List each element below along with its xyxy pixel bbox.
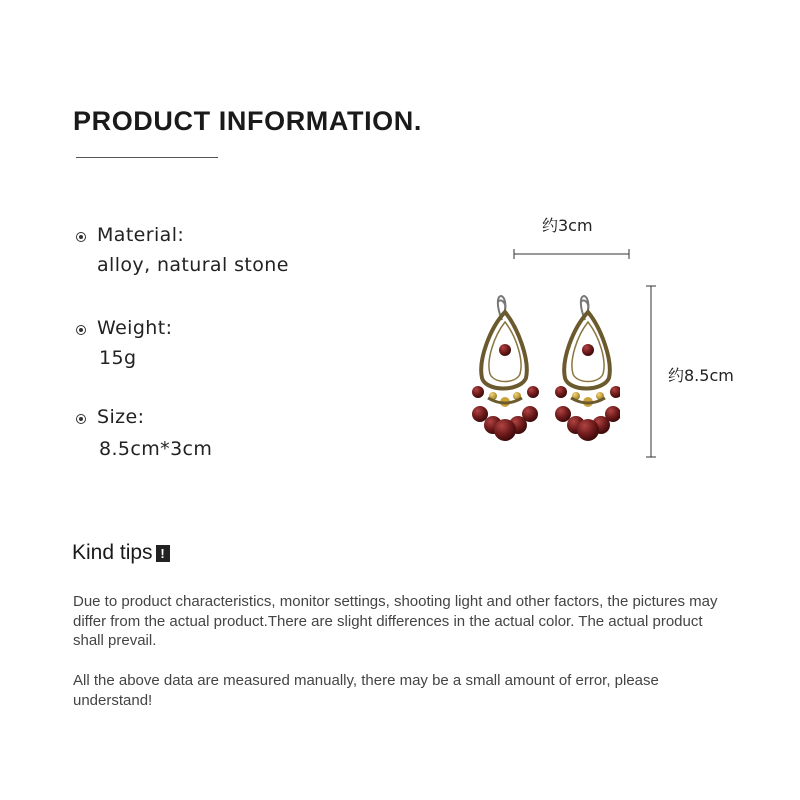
spec-value: 15g: [99, 347, 137, 369]
earrings-image: [460, 280, 620, 450]
spec-label: Size:: [97, 406, 145, 428]
page-title: PRODUCT INFORMATION.: [73, 106, 422, 136]
spec-label: Material:: [97, 224, 185, 246]
disclaimer-paragraph: Due to product characteristics, monitor settings, shooting light and other factors, the pictures may differ from the actual product.There are slight differences in the actual color. The actual product shall prevail.: [73, 593, 718, 649]
spec-label: Weight:: [97, 317, 173, 339]
measurement-note: All the above data are measured manually, there may be a small amount of error, please understand!: [73, 672, 659, 709]
kind-tips-title: Kind tips: [72, 541, 153, 564]
exclamation-icon: !: [156, 545, 170, 562]
spec-value: alloy, natural stone: [97, 254, 289, 276]
kind-tips-heading: [72, 541, 170, 565]
spec-value: 8.5cm*3cm: [99, 438, 213, 460]
height-dimension-label: 约8.5cm: [668, 366, 734, 385]
width-dimension-label: 约3cm: [542, 216, 593, 235]
